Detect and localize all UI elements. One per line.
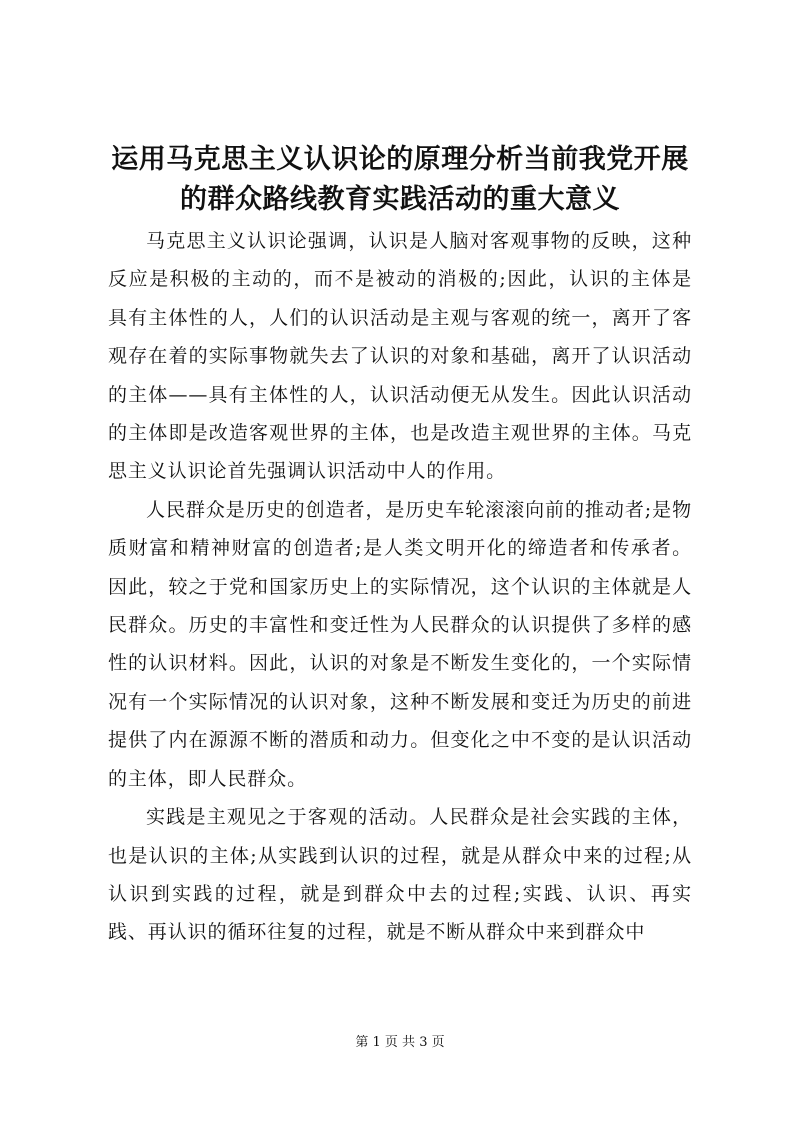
paragraph-2: 人民群众是历史的创造者，是历史车轮滚滚向前的推动者;是物质财富和精神财富的创造者;是人类文明开化的缔造者和传承者。因此，较之于党和国家历史上的实际情况，这个认识的主体就是人民群众。历史的丰富性和变迁性为人民群众的认识提供了多样的感性的认识材料。因此，认识的对象是不断发生变化的，一个实际情况有一个实际情况的认识对象，这种不断发展和变迁为历史的前进提供了内在源源不断的潜质和动力。但变化之中不变的是认识活动的主体，即人民群众。	[108, 498, 692, 790]
paragraph-3: 实践是主观见之于客观的活动。人民群众是社会实践的主体，也是认识的主体;从实践到认识的过程，就是从群众中来的过程;从认识到实践的过程，就是到群众中去的过程;实践、认识、再实践、再认识的循环往复的过程，就是不断从群众中来到群众中	[108, 806, 692, 944]
page-footer: 第 1 页 共 3 页	[355, 1035, 445, 1050]
document-title: 运用马克思主义认识论的原理分析当前我党开展的群众路线教育实践活动的重大意义	[111, 144, 689, 215]
paragraph-1: 马克思主义认识论强调，认识是人脑对客观事物的反映，这种反应是积极的主动的，而不是被动的消极的;因此，认识的主体是具有主体性的人，人们的认识活动是主观与客观的统一，离开了客观存在着的实际事物就失去了认识的对象和基础，离开了认识活动的主体——具有主体性的人，认识活动便无从发生。因此认识活动的主体即是改造客观世界的主体，也是改造主观世界的主体。马克思主义认识论首先强调认识活动中人的作用。	[108, 230, 692, 483]
document-body	[108, 222, 692, 952]
